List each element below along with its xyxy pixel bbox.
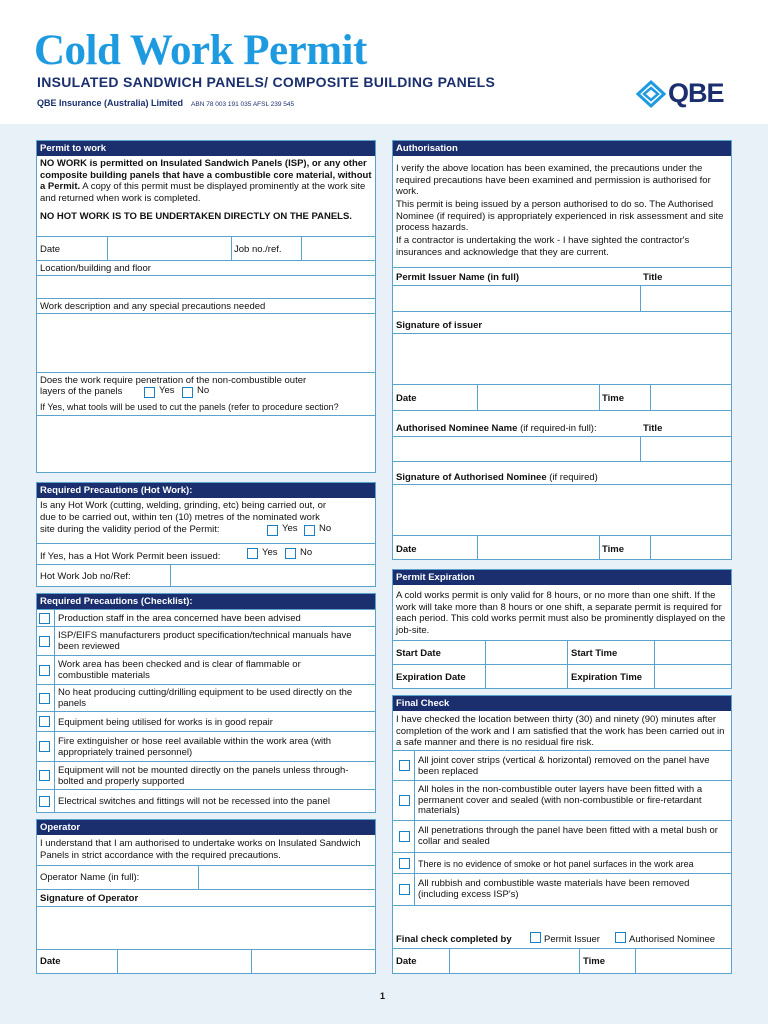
final-check-item [393, 820, 731, 852]
issuer-signature-label: Signature of issuer [396, 320, 483, 331]
issuer-date-row [393, 384, 731, 410]
divider [54, 627, 55, 655]
final-check-item-text: All penetrations through the panel have been fitted with a metal bush or collar and sealed [418, 825, 718, 847]
operator-signature-label: Signature of Operator [40, 893, 139, 904]
final-check-item-text: All joint cover strips (vertical & horizontal) removed on the panel have been replaced [418, 755, 710, 777]
nominee-name-label-bold: Authorised Nominee Name [396, 423, 518, 434]
tools-question: If Yes, what tools will be used to cut the panels (refer to procedure section? [40, 402, 339, 412]
authorisation-heading: Authorisation [393, 141, 731, 156]
penetration-question-2: layers of the panels [40, 386, 123, 397]
final-check-item-text: All holes in the non-combustible outer layers have been fitted with a permanent cover and sealed (with non-combustible or fire-retardant materials) [418, 784, 703, 816]
divider [54, 712, 55, 731]
checklist-item [37, 761, 375, 789]
nominee-title-field[interactable] [641, 437, 731, 461]
divider [54, 762, 55, 789]
operator-name-field[interactable] [199, 866, 375, 889]
checklist-item [37, 609, 375, 626]
permit-issuer-label: Permit Issuer [544, 934, 600, 945]
penetration-no-label: No [197, 385, 210, 396]
divider [54, 685, 55, 711]
checklist-item-text: No heat producing cutting/drilling equipment to be used directly on the panels [58, 687, 353, 709]
operator-name-label: Operator Name (in full): [40, 872, 140, 883]
operator-heading: Operator [37, 820, 375, 835]
divider [579, 949, 580, 974]
final-date-label: Date [396, 956, 417, 967]
authorised-nominee-label: Authorised Nominee [629, 934, 716, 945]
company-abn: ABN 78 003 191 035 AFSL 239 545 [191, 101, 295, 108]
nominee-time-field[interactable] [651, 536, 731, 560]
checklist-checkbox[interactable] [39, 613, 50, 624]
operator-name-row [37, 865, 375, 889]
final-check-section [392, 695, 732, 974]
divider [54, 790, 55, 813]
date-job-row [37, 236, 375, 260]
authorised-nominee-checkbox[interactable] [615, 932, 626, 943]
expiration-section [392, 569, 732, 689]
issuer-name-row [393, 267, 731, 285]
hot-work-section [36, 482, 376, 587]
checklist-item-text: Work area has been checked and is clear of flammable or combustible materials [58, 659, 301, 681]
page-number: 1 [380, 991, 386, 1001]
nominee-name-label [396, 423, 597, 434]
divider [251, 950, 252, 974]
expiration-text: A cold works permit is only valid for 8 hours, or no more than one shift. If the work will take more than 8 hours or one shift, a separate permit is required for each period. This cold works permit must also be prominently displayed on the job-site. [396, 590, 726, 636]
penetration-yes-label: Yes [159, 385, 175, 396]
permit-to-work-section [36, 140, 376, 473]
operator-date-row [37, 949, 375, 974]
final-check-item-text: There is no evidence of smoke or hot panel surfaces in the work area [418, 859, 694, 869]
hot-work-job-field[interactable] [171, 565, 375, 587]
permit-intro-bold: NO WORK is permitted on Insulated Sandwich Panels (ISP), or any other composite building panels that have a combustible core material, without a Permit. [40, 158, 372, 192]
nominee-date-field[interactable] [478, 536, 598, 560]
expiration-date-field[interactable] [486, 665, 566, 689]
issuer-signature-row [393, 311, 731, 333]
checklist-item [37, 789, 375, 813]
operator-statement: I understand that I am authorised to undertake works on Insulated Sandwich Panels in strict accordance with the required precautions. [40, 838, 361, 861]
divider [567, 665, 568, 689]
issuer-date-label: Date [396, 393, 417, 404]
hot-permit-yes-label: Yes [262, 547, 278, 558]
hot-work-question-c: site during the validity period of the Permit: [40, 524, 220, 535]
nominee-signature-field[interactable] [393, 484, 731, 535]
expiry-row [393, 664, 731, 689]
date-label: Date [40, 244, 61, 255]
divider [414, 821, 415, 852]
issuer-signature-field[interactable] [393, 333, 731, 384]
final-time-field[interactable] [636, 949, 731, 974]
operator-date-label: Date [40, 956, 61, 967]
checklist-checkbox[interactable] [39, 770, 50, 781]
qbe-logo-icon [636, 80, 666, 108]
final-check-checkbox[interactable] [399, 831, 410, 842]
location-row [37, 260, 375, 275]
work-desc-label: Work description and any special precautions needed [40, 301, 266, 312]
divider [414, 853, 415, 873]
checklist-checkbox[interactable] [39, 636, 50, 647]
final-check-item [393, 780, 731, 820]
checklist-checkbox[interactable] [39, 741, 50, 752]
page-header [0, 0, 768, 124]
page-title: Cold Work Permit [34, 27, 367, 74]
checklist-item-text: ISP/EIFS manufacturers product specification/technical manuals have been reviewed [58, 630, 352, 652]
final-check-checkbox[interactable] [399, 760, 410, 771]
nominee-signature-label [396, 472, 598, 483]
location-label: Location/building and floor [40, 263, 151, 274]
penetration-yes-checkbox[interactable] [144, 387, 155, 398]
hot-work-job-row [37, 564, 375, 587]
start-date-label: Start Date [396, 648, 441, 659]
logo-text: QBE [668, 78, 724, 108]
no-hot-work-notice: NO HOT WORK IS TO BE UNDERTAKEN DIRECTLY ON THE PANELS. [40, 211, 352, 222]
divider [54, 656, 55, 684]
final-check-statement: I have checked the location between thirty (30) and ninety (90) minutes after completion of the work and I am satisfied that the work has been carried out in a safe manner and there is no residual fire risk. [396, 714, 725, 748]
checklist-item-text: Production staff in the area concerned have been advised [58, 613, 301, 624]
divider [54, 732, 55, 761]
hot-work-job-label: Hot Work Job no/Ref: [40, 571, 131, 582]
issuer-name-label: Permit Issuer Name (in full) [396, 272, 520, 283]
divider [54, 610, 55, 626]
final-check-checkbox[interactable] [399, 858, 410, 869]
hot-work-question-b: due to be carried out, within ten (10) metres of the nominated work [40, 512, 320, 523]
expiration-time-label: Expiration Time [571, 672, 643, 683]
divider [414, 751, 415, 780]
permit-intro-rest: A copy of this permit must be displayed prominently at the work site and returned when work is completed. [40, 181, 366, 204]
checklist-item-text: Equipment being utilised for works is in good repair [58, 717, 273, 728]
permit-intro [40, 158, 374, 204]
checklist-item [37, 626, 375, 655]
checklist-section [36, 593, 376, 813]
nominee-signature-note: (if required) [549, 472, 598, 483]
hot-permit-no-label: No [300, 547, 313, 558]
penetration-no-checkbox[interactable] [182, 387, 193, 398]
hot-work-no-label: No [319, 523, 332, 534]
checklist-item-text: Fire extinguisher or hose reel available within the work area (with appropriately trained personnel) [58, 736, 331, 758]
divider [231, 237, 232, 260]
start-date-field[interactable] [486, 641, 566, 664]
checklist-item [37, 655, 375, 684]
expiration-time-field[interactable] [655, 665, 731, 689]
expiration-date-label: Expiration Date [396, 672, 466, 683]
operator-section [36, 819, 376, 974]
issuer-time-field[interactable] [651, 385, 731, 410]
hot-work-yes-label: Yes [282, 523, 298, 534]
nominee-date-label: Date [396, 544, 417, 555]
nominee-time-label: Time [602, 544, 625, 555]
checklist-item [37, 731, 375, 761]
permit-issuer-checkbox[interactable] [530, 932, 541, 943]
hot-permit-issued-row [37, 543, 375, 564]
start-time-field[interactable] [655, 641, 731, 664]
checklist-checkbox[interactable] [39, 665, 50, 676]
nominee-date-row [393, 535, 731, 560]
issuer-title-field[interactable] [641, 286, 731, 311]
checklist-item [37, 711, 375, 731]
final-date-field[interactable] [450, 949, 578, 974]
qbe-logo [636, 80, 736, 110]
final-date-row [393, 948, 731, 974]
final-check-item-text: All rubbish and combustible waste materials have been removed (including excess ISP's) [418, 878, 690, 900]
issuer-name-fields [393, 285, 731, 311]
nominee-name-row [393, 410, 731, 436]
final-check-item [393, 852, 731, 873]
checklist-item-text: Equipment will not be mounted directly on the panels unless through-bolted and properly supported [58, 765, 349, 787]
start-time-label: Start Time [571, 648, 618, 659]
checklist-checkbox[interactable] [39, 716, 50, 727]
work-desc-row [37, 298, 375, 313]
checklist-item-text: Electrical switches and fittings will not be recessed into the panel [58, 796, 330, 807]
issuer-name-field[interactable] [393, 286, 639, 311]
final-time-label: Time [583, 956, 606, 967]
authorisation-section [392, 140, 732, 560]
issuer-time-label: Time [602, 393, 625, 404]
penetration-question-1: Does the work require penetration of the non-combustible outer [40, 375, 307, 386]
hot-permit-no-checkbox[interactable] [285, 548, 296, 559]
checklist-item [37, 684, 375, 711]
nominee-name-note: (if required-in full): [520, 423, 597, 434]
divider [567, 641, 568, 664]
job-no-label: Job no./ref. [234, 244, 282, 255]
completed-by-label: Final check completed by [396, 934, 512, 945]
operator-signature-field[interactable] [37, 906, 375, 949]
completed-by-row [393, 905, 731, 948]
work-desc-field[interactable] [37, 313, 375, 372]
checklist-checkbox[interactable] [39, 693, 50, 704]
final-check-checkbox[interactable] [399, 884, 410, 895]
checklist-checkbox[interactable] [39, 796, 50, 807]
hot-permit-issued-question: If Yes, has a Hot Work Permit been issued: [40, 551, 221, 562]
hot-work-heading: Required Precautions (Hot Work): [37, 483, 375, 498]
hot-work-question-a: Is any Hot Work (cutting, welding, grinding, etc) being carried out, or [40, 500, 327, 511]
job-no-field[interactable] [302, 237, 375, 260]
final-check-checkbox[interactable] [399, 795, 410, 806]
start-row [393, 640, 731, 664]
issuer-date-field[interactable] [478, 385, 598, 410]
company-name: QBE Insurance (Australia) Limited [37, 98, 184, 108]
operator-date-field[interactable] [118, 950, 250, 974]
expiration-heading: Permit Expiration [393, 570, 731, 585]
nominee-signature-row [393, 461, 731, 484]
issuer-title-label: Title [643, 272, 663, 283]
permit-to-work-heading: Permit to work [37, 141, 375, 156]
final-check-heading: Final Check [393, 696, 731, 711]
final-check-item [393, 873, 731, 905]
divider [599, 385, 600, 410]
nominee-name-fields [393, 436, 731, 461]
page-subtitle: INSULATED SANDWICH PANELS/ COMPOSITE BUILDING PANELS [37, 74, 496, 90]
divider [414, 781, 415, 820]
authorisation-para-3: If a contractor is undertaking the work - I have sighted the contractor's insurances and acknowledge that they are current. [396, 235, 690, 258]
nominee-name-field[interactable] [393, 437, 639, 461]
hot-work-no-checkbox[interactable] [304, 525, 315, 536]
date-field[interactable] [108, 237, 230, 260]
checklist-heading: Required Precautions (Checklist): [37, 594, 375, 609]
final-check-item [393, 750, 731, 780]
penetration-row [37, 372, 375, 415]
authorisation-para-1: I verify the above location has been examined, the precautions under the required precautions have been examined and permission is authorised for work. [396, 163, 711, 197]
divider [599, 536, 600, 560]
authorisation-para-2: This permit is being issued by a person authorised to do so. The Authorised Nominee (if required) is appropriately experienced in risk assessment and site process hazards. [396, 199, 724, 233]
tools-field[interactable] [37, 415, 375, 473]
location-field[interactable] [37, 275, 375, 298]
divider [414, 874, 415, 905]
company-line [37, 98, 294, 108]
hot-permit-yes-checkbox[interactable] [247, 548, 258, 559]
hot-work-yes-checkbox[interactable] [267, 525, 278, 536]
nominee-title-label: Title [643, 423, 663, 434]
operator-signature-row [37, 889, 375, 906]
nominee-signature-label-bold: Signature of Authorised Nominee [396, 472, 547, 483]
